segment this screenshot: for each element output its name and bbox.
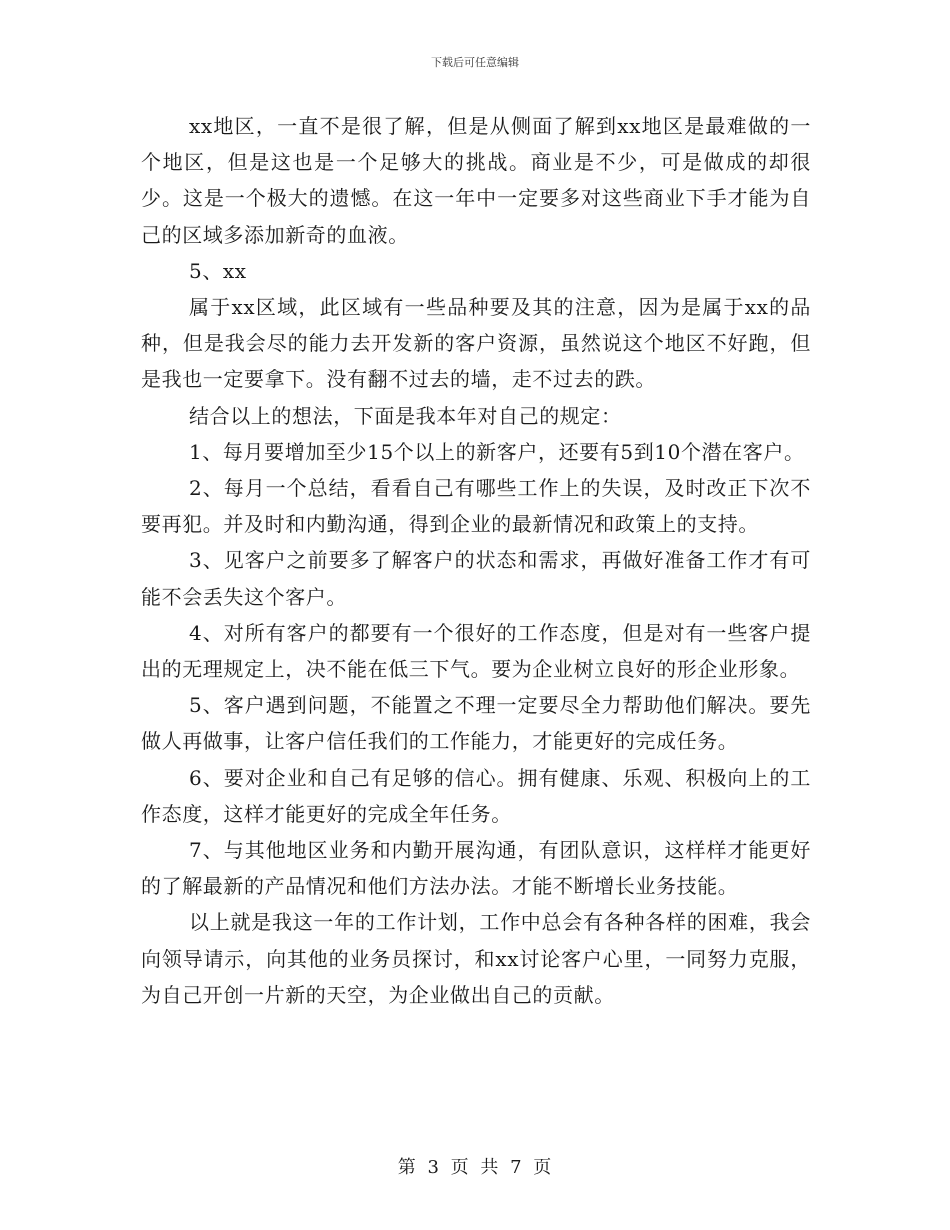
document-body — [141, 108, 811, 1013]
page-number: 第 3 页 共 7 页 — [397, 1157, 553, 1178]
paragraph-region-intro: xx地区，一直不是很了解，但是从侧面了解到xx地区是最难做的一个地区，但是这也是一个足够大的挑战。商业是不少，可是做成的却很少。这是一个极大的遗憾。在这一年中一定要多对这些商业下手才能为自己的区域多添加新奇的血液。 — [141, 114, 811, 247]
paragraph-conclusion: 以上就是我这一年的工作计划，工作中总会有各种各样的困难，我会向领导请示，向其他的业务员探讨，和xx讨论客户心里，一同努力克服，为自己开创一片新的天空，为企业做出自己的贡献。 — [141, 910, 811, 1007]
paragraph-region-detail: 属于xx区域，此区域有一些品种要及其的注意，因为是属于xx的品种，但是我会尽的能力去开发新的客户资源，虽然说这个地区不好跑，但是我也一定要拿下。没有翻不过去的墙，走不过去的跌。 — [141, 295, 811, 392]
paragraph-rule-3: 3、见客户之前要多了解客户的状态和需求，再做好准备工作才有可能不会丢失这个客户。 — [141, 548, 811, 609]
paragraph-rule-4: 4、对所有客户的都要有一个很好的工作态度，但是对有一些客户提出的无理规定上，决不能在低三下气。要为企业树立良好的形企业形象。 — [141, 620, 811, 682]
paragraph-heading-5: 5、xx — [189, 258, 247, 283]
paragraph-rule-5: 5、客户遇到问题，不能置之不理一定要尽全力帮助他们解决。要先做人再做事，让客户信任我们的工作能力，才能更好的完成任务。 — [141, 693, 811, 754]
paragraph-rules-intro: 结合以上的想法，下面是我本年对自己的规定： — [189, 403, 622, 428]
paragraph-rule-2: 2、每月一个总结，看看自己有哪些工作上的失误，及时改正下次不要再犯。并及时和内勤沟通，得到企业的最新情况和政策上的支持。 — [141, 476, 811, 537]
header-note: 下载后可任意编辑 — [431, 56, 519, 69]
paragraph-rule-1: 1、每月要增加至少15个以上的新客户，还要有5到10个潜在客户。 — [189, 439, 805, 464]
paragraph-rule-7: 7、与其他地区业务和内勤开展沟通，有团队意识，这样样才能更好的了解最新的产品情况和他们方法办法。才能不断增长业务技能。 — [141, 838, 811, 899]
paragraph-rule-6: 6、要对企业和自己有足够的信心。拥有健康、乐观、积极向上的工作态度，这样才能更好的完成全年任务。 — [141, 765, 811, 826]
